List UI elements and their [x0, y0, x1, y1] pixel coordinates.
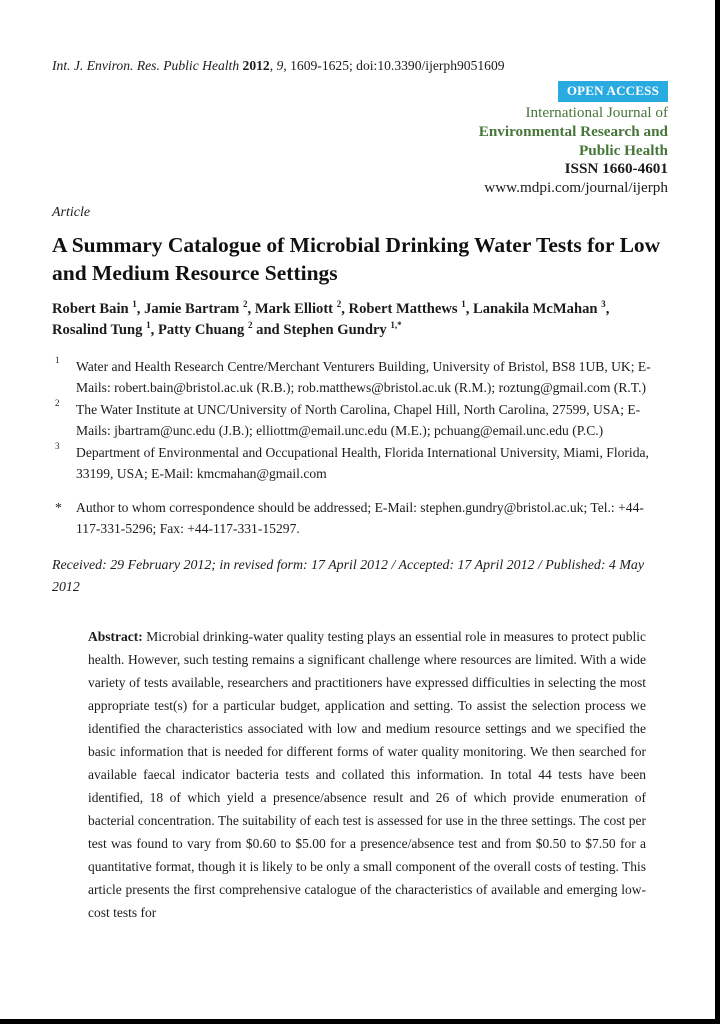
correspondence-marker: * — [55, 499, 62, 515]
correspondence-note — [52, 497, 668, 540]
badge-row — [52, 81, 668, 102]
affiliation-list — [52, 356, 668, 485]
journal-name-line2: Environmental Research and — [478, 122, 668, 140]
abstract-text: Microbial drinking-water quality testing plays an essential role in measures to protect public health. However, such testing remains a significant challenge where resources are limited. With a wide variety of tests available, researchers and practitioners have expressed difficulties in selecting the most appropriate test(s) for a particular budget, application and setting. To assist the selection process we identified the characteristics associated with low and medium resource settings and we specified the basic information that is needed for different forms of water quality monitoring. We then searched for available faecal indicator bacteria tests and collated this information. In total 44 tests have been identified, 18 of which yield a presence/absence result and 26 of which provide enumeration of bacterial concentration. The suitability of each test is assessed for use in the three settings. The cost per test was found to vary from $0.60 to $5.00 for a presence/absence test and from $0.50 to $7.50 for a quantitative format, though it is likely to be only a small component of the overall costs of testing. This article presents the first comprehensive catalogue of the characteristics of available and emerging low-cost tests for — [88, 628, 646, 920]
author-list: Robert Bain $^1$, Jamie Bartram $^2$, Mark Elliott $^2$, Robert Matthews $^1$, Lanakila McMahan $^3$, Rosalind Tung $^1$, Patty Chuang $^2$ and Stephen Gundry $^{1,*}$ — [52, 299, 610, 339]
journal-masthead — [52, 104, 668, 198]
article-dates: Received: 29 February 2012; in revised form: 17 April 2012 / Accepted: 17 April 2012 / Published: 4 May 2012 — [52, 557, 645, 595]
journal-website-link[interactable]: www.mdpi.com/journal/ijerph — [484, 179, 668, 197]
journal-citation: Int. J. Environ. Res. Public Health 2012, 9, 1609-1625; doi:10.3390/ijerph9051609 — [52, 58, 505, 73]
scan-edge-bottom — [0, 1019, 720, 1024]
affiliation-item: 3 Department of Environmental and Occupational Health, Florida International University, Miami, Florida, 33199, USA; E-Mail: kmcmahan@gmail.com — [55, 440, 649, 482]
article-title: A Summary Catalogue of Microbial Drinking Water Tests for Low and Medium Resource Settings — [52, 232, 661, 285]
page-content — [52, 57, 668, 924]
journal-name-line3: Public Health — [578, 141, 668, 159]
journal-issn: ISSN 1660-4601 — [564, 160, 668, 178]
article-type-label: Article — [52, 204, 91, 220]
affiliation-item: 2 The Water Institute at UNC/University of North Carolina, Chapel Hill, North Carolina, 27599, USA; E-Mails: jbartram@unc.edu (J.B.); elliottm@email.unc.edu (M.E.); pchuang@email.unc.edu (P.C.) — [55, 397, 641, 439]
scan-edge-right — [715, 0, 720, 1024]
affiliation-item: 1 Water and Health Research Centre/Merchant Venturers Building, University of Bristol, BS8 1UB, UK; E-Mails: robert.bain@bristol.ac.uk (R.B.); rob.matthews@bristol.ac.uk (R.M.); roztung@gmail.com (R.T.) — [55, 354, 651, 396]
journal-name-line1: International Journal of — [525, 104, 668, 121]
open-access-badge[interactable]: OPEN ACCESS — [558, 81, 668, 102]
abstract-label: Abstract: — [88, 628, 143, 644]
correspondence-text: Author to whom correspondence should be addressed; E-Mail: stephen.gundry@bristol.ac.uk; Tel.: +44-117-331-5296; Fax: +44-117-331-15297. — [76, 499, 644, 537]
abstract — [88, 625, 646, 924]
